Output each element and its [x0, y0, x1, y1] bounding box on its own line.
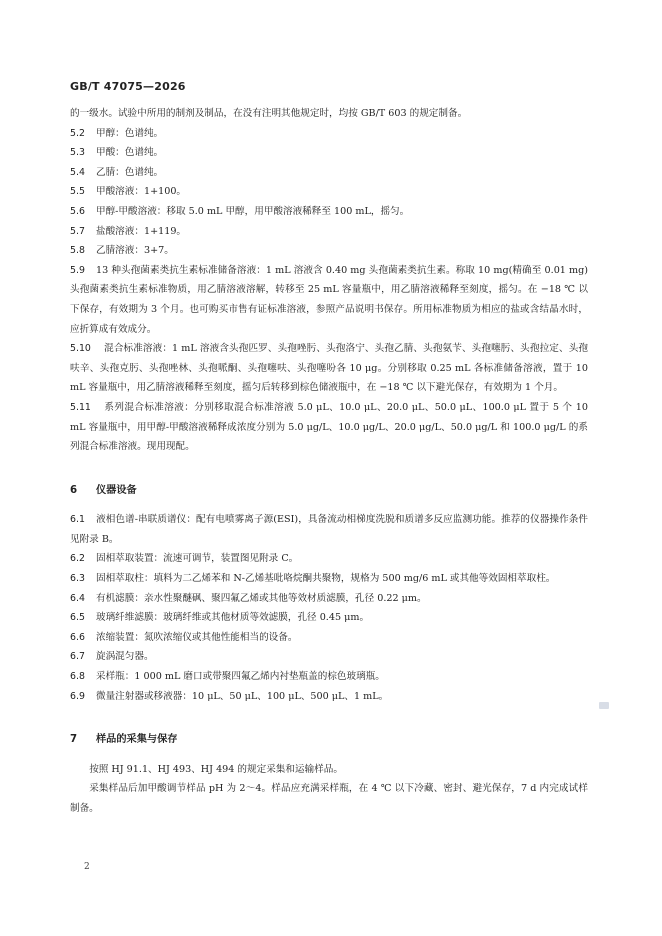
section-7-paragraph-2: 采集样品后加甲酸调节样品 pH 为 2～4。样品应充满采样瓶，在 4 ℃ 以下冷藏、密封、避光保存，7 d 内完成试样制备。 — [70, 783, 588, 814]
clause-number: 5.10 — [70, 343, 91, 355]
clause-number: 6.2 — [70, 553, 85, 565]
clause-text: 液相色谱-串联质谱仪：配有电喷雾离子源(ESI)，具备流动相梯度洗脱和质谱多反应监测功能。推荐的仪器操作条件见附录 B。 — [70, 514, 588, 545]
section-number: 7 — [70, 734, 78, 746]
clause-6-5 — [70, 608, 588, 628]
clause-text: 微量注射器或移液器：10 μL、50 μL、100 μL、500 μL、1 mL。 — [96, 690, 389, 702]
clause-6-1 — [70, 510, 588, 549]
clause-number: 5.11 — [70, 401, 91, 413]
clause-6-3 — [70, 569, 588, 589]
clause-text: 甲酸：色谱纯。 — [96, 147, 164, 159]
clause-5-4 — [70, 163, 588, 183]
clause-6-7 — [70, 647, 588, 667]
clause-text: 13 种头孢菌素类抗生素标准储备溶液：1 mL 溶液含 0.40 mg 头孢菌素类抗生素。称取 10 mg(精确至 0.01 mg)头孢菌素类抗生素标准物质，用乙腈溶液溶解，转移至 25 mL 容量瓶中，用乙腈溶液稀释至刻度，摇匀。在 −18 ℃ 以下保存，有效期为 3 个月。也可购买市售有证标准溶液，参照产品说明书保存。所用标准物质为相应的盐或含结晶水时，应折算成有效成分。 — [70, 264, 588, 335]
clause-6-9 — [70, 687, 588, 707]
standard-number-header: GB/T 47075—2026 — [70, 80, 186, 93]
page-number: 2 — [84, 862, 90, 872]
clause-text: 固相萃取装置：流速可调节，装置图见附录 C。 — [96, 553, 299, 565]
clause-number: 5.8 — [70, 245, 85, 257]
clause-6-6 — [70, 628, 588, 648]
clause-text: 浓缩装置：氮吹浓缩仪或其他性能相当的设备。 — [96, 631, 298, 643]
clause-6-2 — [70, 549, 588, 569]
clause-number: 5.2 — [70, 127, 85, 139]
clause-6-8 — [70, 667, 588, 687]
section-title: 样品的采集与保存 — [96, 734, 178, 746]
clause-number: 6.6 — [70, 631, 85, 643]
watermark-mark — [599, 702, 609, 709]
clause-text: 乙腈：色谱纯。 — [96, 166, 164, 178]
section-7-heading — [70, 730, 588, 750]
clause-number: 6.3 — [70, 573, 85, 585]
clause-text: 甲醇-甲酸溶液：移取 5.0 mL 甲醇，用甲酸溶液稀释至 100 mL，摇匀。 — [96, 205, 410, 217]
section-6-heading — [70, 481, 588, 501]
clause-5-11 — [70, 398, 588, 457]
clause-5-5 — [70, 182, 588, 202]
clause-text: 甲醇：色谱纯。 — [96, 127, 164, 139]
clause-number: 5.3 — [70, 147, 85, 159]
clause-number: 5.7 — [70, 225, 85, 237]
clause-text: 系列混合标准溶液：分别移取混合标准溶液 5.0 μL、10.0 μL、20.0 μL、50.0 μL、100.0 μL 置于 5 个 10 mL 容量瓶中，用甲醇-甲酸溶液稀释成浓度分别为 5.0 μg/L、10.0 μg/L、20.0 μg/L、50.0 μg/L 和 100.0 μg/L 的系列混合标准溶液。现用现配。 — [70, 401, 588, 453]
clause-text: 有机滤膜：亲水性聚醚砜、聚四氟乙烯或其他等效材质滤膜，孔径 0.22 μm。 — [96, 592, 427, 604]
clause-number: 5.5 — [70, 186, 85, 198]
clause-5-6 — [70, 202, 588, 222]
page-body — [70, 104, 588, 819]
clause-number: 6.5 — [70, 612, 85, 624]
clause-text: 乙腈溶液：3+7。 — [96, 245, 174, 257]
clause-text: 旋涡混匀器。 — [96, 651, 154, 663]
clause-number: 5.6 — [70, 205, 85, 217]
clause-text: 固相萃取柱：填料为二乙烯苯和 N-乙烯基吡咯烷酮共聚物，规格为 500 mg/6 mL 或其他等效固相萃取柱。 — [96, 573, 556, 585]
clause-number: 6.1 — [70, 514, 85, 526]
intro-paragraph: 的一级水。试验中所用的制剂及制品，在没有注明其他规定时，均按 GB/T 603 的规定制备。 — [70, 108, 468, 119]
clause-number: 6.9 — [70, 690, 85, 702]
clause-text: 采样瓶：1 000 mL 磨口或带聚四氟乙烯内衬垫瓶盖的棕色玻璃瓶。 — [96, 671, 385, 683]
clause-5-8 — [70, 241, 588, 261]
section-7-paragraph-1: 按照 HJ 91.1、HJ 493、HJ 494 的规定采集和运输样品。 — [89, 763, 343, 775]
clause-5-10 — [70, 339, 588, 398]
clause-5-3 — [70, 143, 588, 163]
clause-5-7 — [70, 222, 588, 242]
clause-number: 6.7 — [70, 651, 85, 663]
clause-6-4 — [70, 589, 588, 609]
clause-text: 盐酸溶液：1+119。 — [96, 225, 187, 237]
section-title: 仪器设备 — [96, 484, 137, 496]
section-number: 6 — [70, 484, 78, 496]
clause-5-2 — [70, 124, 588, 144]
clause-number: 6.8 — [70, 671, 85, 683]
clause-text: 混合标准溶液：1 mL 溶液含头孢匹罗、头孢唑肟、头孢洛宁、头孢乙腈、头孢氨苄、头孢噻肟、头孢拉定、头孢呋辛、头孢克肟、头孢唑林、头孢哌酮、头孢噻呋、头孢噻吩各 10 μg。分别移取 0.25 mL 各标准储备溶液，置于 10 mL 容量瓶中，用乙腈溶液稀释至刻度，摇匀后转移到棕色储液瓶中，在 −18 ℃ 以下避光保存，有效期为 1 个月。 — [70, 343, 588, 394]
clause-number: 5.9 — [70, 264, 85, 276]
clause-number: 6.4 — [70, 592, 85, 604]
clause-text: 玻璃纤维滤膜：玻璃纤维或其他材质等效滤膜，孔径 0.45 μm。 — [96, 612, 370, 624]
clause-text: 甲酸溶液：1+100。 — [96, 186, 187, 198]
clause-number: 5.4 — [70, 166, 85, 178]
clause-5-9 — [70, 261, 588, 339]
